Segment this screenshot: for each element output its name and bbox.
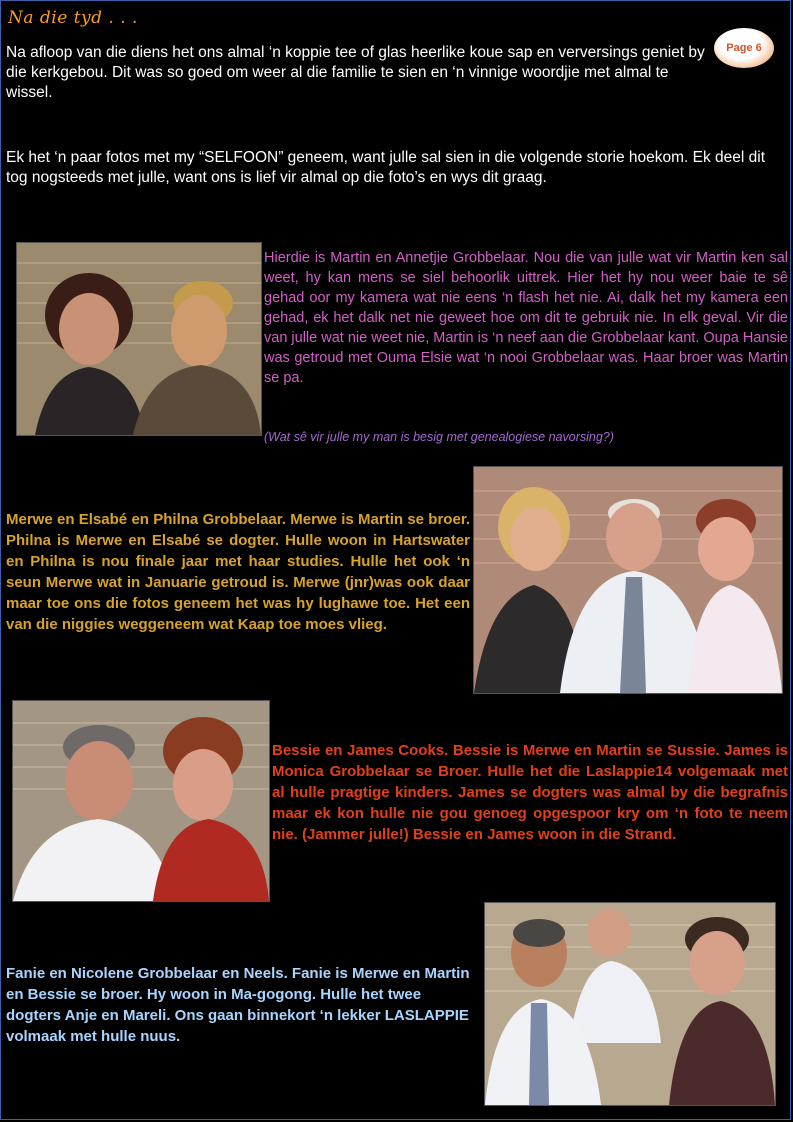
section2-text: Merwe en Elsabé en Philna Grobbelaar. Merwe is Martin se broer. Philna is Merwe en Elsabé se dogter. Hulle woon in Hartswater en Philna is nou finale jaar met haar studies. Hulle het ook ‘n seun Merwe wat in Januarie getroud is. Merwe (jnr)was ook daar maar toe ons die fotos geneem het was hy lughawe toe. Het een van die niggies weggeneem wat Kaap toe moes vlieg.: [6, 511, 470, 633]
page-number-badge: Page 6: [714, 28, 774, 68]
photo-martin-annetjie: [16, 242, 262, 436]
section1-note: (Wat sê vir julle my man is besig met genealogiese navorsing?): [264, 430, 614, 444]
section-heading: Na die tyd . . .: [8, 8, 138, 28]
photo-merwe-elsabe-philna: [473, 466, 783, 694]
section4-text: Fanie en Nicolene Grobbelaar en Neels. Fanie is Merwe en Martin en Bessie se broer. Hy woon in Ma-gogong. Hulle het twee dogters Anje en Mareli. Ons gaan binnekort ‘n lekker LASLAPPIE volmaak met hulle nuus.: [6, 965, 470, 1045]
photo-bessie-james: [12, 700, 270, 902]
section1-text: Hierdie is Martin en Annetjie Grobbelaar. Nou die van julle wat vir Martin ken sal weet, hy kan mens se siel behoorlik uittrek. Hier het hy nou weer baie te sê gehad oor my kamera wat nie eens ‘n flash het nie. Ai, dalk het my kamera een gehad, ek het dalk net nie geweet hoe om dit te gebruik nie. In elk geval. Vir die van julle wat nie weet nie, Martin is ‘n neef aan die Grobbelaar kant. Oupa Hansie was getroud met Ouma Elsie wat ‘n nooi Grobbelaar was. Haar broer was Martin se pa.: [264, 250, 788, 386]
section3-text: Bessie en James Cooks. Bessie is Merwe en Martin se Sussie. James is Monica Grobbelaar se Broer. Hulle het die Laslappie14 volgemaak met al hulle pragtige kinders. James se dogters was almal by die begrafnis maar ek kon hulle nie gou genoeg opgespoor kry om ‘n foto te neem nie. (Jammer julle!) Bessie en James woon in die Strand.: [272, 742, 788, 843]
photo-fanie-nicolene-neels: [484, 902, 776, 1106]
intro-paragraph-2: Ek het ‘n paar fotos met my “SELFOON” geneem, want julle sal sien in die volgende storie hoekom. Ek deel dit tog nogsteeds met julle, want ons is lief vir almal op die foto’s en wys dit graag.: [6, 149, 766, 186]
intro-paragraph-1: Na afloop van die diens het ons almal ‘n koppie tee of glas heerlike koue sap en verversings geniet by die kerkgebou. Dit was so goed om weer al die familie te sien en ‘n vinnige woordjie met almal te wissel.: [6, 44, 705, 101]
